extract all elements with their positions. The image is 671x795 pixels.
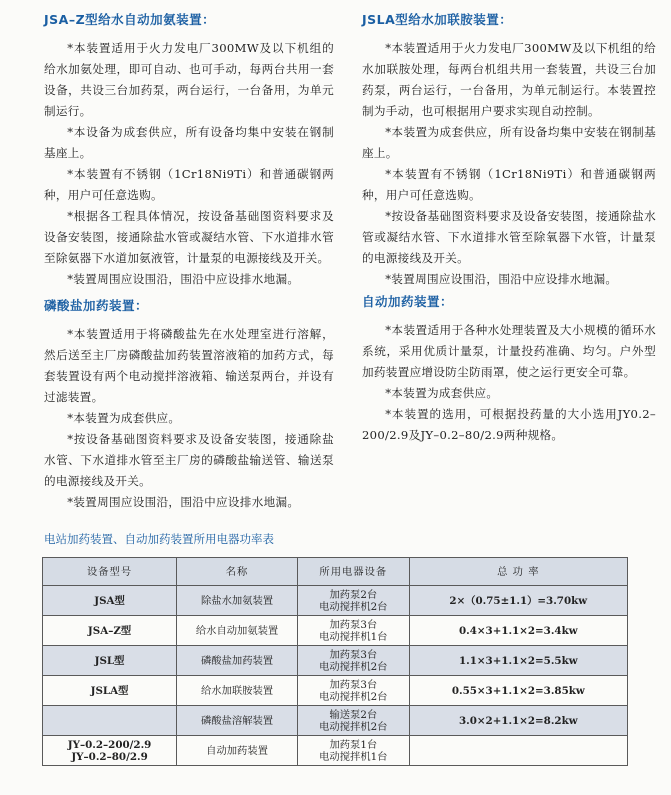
paragraph: *本装置适用于火力发电厂300MW及以下机组的给水加联胺处理，每两台机组共用一套装置，共设三台加药泵，两台运行，一台备用，为单元制运行。本装置控制为手动，也可根据用户要求实现自动控制。	[362, 41, 656, 118]
paragraph: *本装置的选用，可根据投药量的大小选用JY0.2–200/2.9及JY–0.2–80/2.9两种规格。	[362, 407, 656, 442]
table-row	[43, 676, 628, 706]
paragraph: *本设备为成套供应，所有设备均集中安装在钢制基座上。	[44, 125, 334, 160]
cell-model	[43, 736, 177, 766]
cell-model: JSA型	[43, 586, 177, 616]
paragraph: *本装置适用于将磷酸盐先在水处理室进行溶解，然后送至主厂房磷酸盐加药装置溶液箱的加药方式，每套装置设有两个电动搅拌溶液箱、输送泵两台，并设有过滤装置。	[44, 327, 334, 404]
section-title: 自动加药装置：	[362, 294, 454, 309]
equipment-line: 电动搅拌机2台	[319, 690, 388, 703]
paragraph: *本装置有不锈钢（1Cr18Ni9Ti）和普通碳钢两种，用户可任意选购。	[362, 167, 656, 202]
table-row	[43, 706, 628, 736]
paragraph: *本装置适用于各种水处理装置及大小规模的循环水系统，采用优质计量泵，计量投药准确、均匀。户外型加药装置应增设防尘防雨罩，使之运行更安全可靠。	[362, 323, 656, 379]
table-row	[43, 736, 628, 766]
cell-equipment	[298, 646, 410, 676]
cell-name: 除盐水加氨装置	[177, 586, 298, 616]
paragraph: *本装置有不锈钢（1Cr18Ni9Ti）和普通碳钢两种，用户可任意选购。	[44, 167, 334, 202]
cell-equipment	[298, 586, 410, 616]
header-equipment: 所用电器设备	[298, 558, 410, 586]
cell-power: 0.4×3+1.1×2=3.4kw	[409, 616, 627, 646]
equipment-line: 加药泵3台	[329, 678, 378, 691]
table-row	[43, 616, 628, 646]
paragraph: *按设备基础图资料要求及设备安装图，接通除盐水管或凝结水管、下水道排水管至除氧器下水管，计量泵的电源接线及开关。	[362, 209, 656, 265]
model-line: JY–0.2–200/2.9	[67, 738, 152, 751]
section-title: JSA–Z型给水自动加氨装置：	[44, 12, 216, 27]
equipment-line: 电动搅拌机2台	[319, 600, 388, 613]
cell-power	[409, 736, 627, 766]
table-row	[43, 586, 628, 616]
equipment-line: 加药泵3台	[329, 618, 378, 631]
cell-model: JSA–Z型	[43, 616, 177, 646]
equipment-line: 加药泵1台	[329, 738, 378, 751]
paragraph: *本装置适用于火力发电厂300MW及以下机组的给水加氨处理，即可自动、也可手动，每两台共用一套设备，共设三台加药泵，两台运行，一台备用，为单元制运行。	[44, 41, 334, 118]
section-jsla	[362, 10, 656, 290]
header-power: 总 功 率	[409, 558, 627, 586]
paragraph: *根据各工程具体情况，按设备基础图资料要求及设备安装图，接通除盐水管或凝结水管、下水道排水管至除氨器下水道加氨液管，计量泵的电源接线及开关。	[44, 209, 334, 265]
cell-model: JSLA型	[43, 676, 177, 706]
cell-equipment	[298, 706, 410, 736]
paragraph: *本装置为成套供应。	[67, 411, 181, 425]
header-name: 名称	[177, 558, 298, 586]
cell-power: 3.0×2+1.1×2=8.2kw	[409, 706, 627, 736]
equipment-line: 电动搅拌机1台	[319, 750, 388, 763]
cell-power: 0.55×3+1.1×2=3.85kw	[409, 676, 627, 706]
paragraph: *装置周围应设围沿，围沿中应设排水地漏。	[385, 272, 618, 286]
table-title: 电站加药装置、自动加药装置所用电器功率表	[44, 532, 274, 546]
equipment-line: 电动搅拌机2台	[319, 720, 388, 733]
cell-name: 给水自动加氨装置	[177, 616, 298, 646]
cell-equipment	[298, 616, 410, 646]
section-auto-dosing	[362, 292, 656, 446]
section-title: JSLA型给水加联胺装置：	[362, 12, 513, 27]
cell-power: 2×（0.75±1.1）=3.70kw	[409, 586, 627, 616]
cell-model: JSL型	[43, 646, 177, 676]
equipment-line: 输送泵2台	[329, 708, 378, 721]
power-table	[42, 557, 628, 766]
cell-model	[43, 706, 177, 736]
paragraph: *装置周围应设围沿，围沿中应设排水地漏。	[67, 272, 300, 286]
paragraph: *按设备基础图资料要求及设备安装图，接通除盐水管、下水道排水管至主厂房的磷酸盐输送管、输送泵的电源接线及开关。	[44, 432, 334, 488]
section-title: 磷酸盐加药装置：	[44, 298, 149, 313]
header-model: 设备型号	[43, 558, 177, 586]
cell-name: 给水加联胺装置	[177, 676, 298, 706]
cell-name: 自动加药装置	[177, 736, 298, 766]
equipment-line: 加药泵3台	[329, 648, 378, 661]
paragraph: *装置周围应设围沿，围沿中应设排水地漏。	[67, 495, 300, 509]
cell-power: 1.1×3+1.1×2=5.5kw	[409, 646, 627, 676]
equipment-line: 电动搅拌机2台	[319, 660, 388, 673]
equipment-line: 加药泵2台	[329, 588, 378, 601]
cell-name: 磷酸盐加药装置	[177, 646, 298, 676]
cell-name: 磷酸盐溶解装置	[177, 706, 298, 736]
table-header-row	[43, 558, 628, 586]
cell-equipment	[298, 736, 410, 766]
section-jsa-z	[44, 10, 334, 290]
cell-equipment	[298, 676, 410, 706]
model-line: JY–0.2–80/2.9	[71, 750, 148, 763]
table-row	[43, 646, 628, 676]
section-phosphate	[44, 296, 334, 513]
paragraph: *本装置为成套供应。	[385, 386, 499, 400]
paragraph: *本装置为成套供应，所有设备均集中安装在钢制基座上。	[362, 125, 656, 160]
equipment-line: 电动搅拌机1台	[319, 630, 388, 643]
